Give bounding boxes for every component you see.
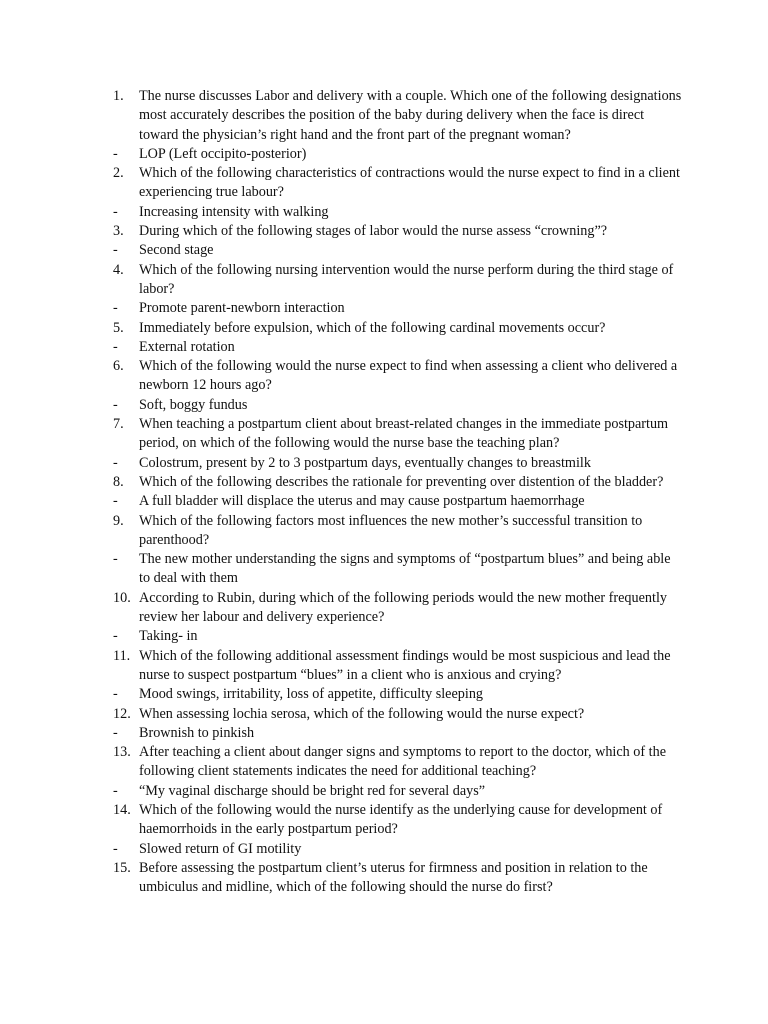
answer-text: Mood swings, irritability, loss of appetite, difficulty sleeping xyxy=(139,686,484,703)
question-text: Which of the following nursing intervention would the nurse perform during the third stage of labor? xyxy=(139,261,674,297)
question-item xyxy=(113,415,685,454)
answer-text: Colostrum, present by 2 to 3 postpartum days, eventually changes to breastmilk xyxy=(139,454,591,471)
question-text: Which of the following would the nurse expect to find when assessing a client who delivered a newborn 12 hours ago? xyxy=(139,358,678,394)
answer-text: Slowed return of GI motility xyxy=(139,840,302,857)
question-text: Before assessing the postpartum client’s uterus for firmness and position in relation to the umbiculus and midline, which of the following should the nurse do first? xyxy=(139,859,648,896)
answer-marker: - xyxy=(113,782,118,799)
answer-marker: - xyxy=(113,454,118,471)
question-text: When teaching a postpartum client about breast-related changes in the immediate postpartum period, on which of the following would the nurse base the teaching plan? xyxy=(139,416,669,452)
answer-item xyxy=(113,299,685,318)
question-number: 3. xyxy=(113,223,124,240)
answer-text: The new mother understanding the signs and symptoms of “postpartum blues” and being able to deal with them xyxy=(139,551,671,587)
question-text: Which of the following characteristics of contractions would the nurse expect to find in a client experiencing true labour? xyxy=(139,165,680,201)
answer-item xyxy=(113,492,685,511)
question-number: 5. xyxy=(113,319,124,336)
answer-item xyxy=(113,685,685,704)
answer-text: “My vaginal discharge should be bright red for several days” xyxy=(139,782,486,799)
answer-text: External rotation xyxy=(139,338,235,355)
answer-marker: - xyxy=(113,396,118,413)
answer-text: Second stage xyxy=(139,242,214,259)
answer-item xyxy=(113,396,685,415)
answer-marker: - xyxy=(113,242,118,259)
question-number: 9. xyxy=(113,512,124,529)
question-item xyxy=(113,512,685,551)
answer-item xyxy=(113,724,685,743)
question-text: After teaching a client about danger signs and symptoms to report to the doctor, which of the following client statements indicates the need for additional teaching? xyxy=(139,744,666,780)
question-text: During which of the following stages of labor would the nurse assess “crowning”? xyxy=(139,223,608,240)
question-text: When assessing lochia serosa, which of the following would the nurse expect? xyxy=(139,705,585,722)
question-item xyxy=(113,743,685,782)
question-text: According to Rubin, during which of the following periods would the new mother frequently review her labour and delivery experience? xyxy=(139,589,667,626)
answer-text: Brownish to pinkish xyxy=(139,724,255,741)
answer-text: A full bladder will displace the uterus and may cause postpartum haemorrhage xyxy=(139,493,585,510)
question-item xyxy=(113,705,685,724)
question-number: 11. xyxy=(113,647,131,664)
question-item xyxy=(113,859,685,898)
answer-item xyxy=(113,782,685,801)
question-item xyxy=(113,87,685,145)
question-number: 6. xyxy=(113,358,124,375)
answer-marker: - xyxy=(113,145,118,162)
question-number: 14. xyxy=(113,801,131,818)
question-text: Immediately before expulsion, which of the following cardinal movements occur? xyxy=(139,319,606,336)
answer-item xyxy=(113,627,685,646)
answer-marker: - xyxy=(113,203,118,220)
answer-item xyxy=(113,454,685,473)
question-text: Which of the following would the nurse identify as the underlying cause for development of haemorrhoids in the early postpartum period? xyxy=(139,801,663,838)
answer-marker: - xyxy=(113,840,118,857)
question-item xyxy=(113,357,685,396)
answer-marker: - xyxy=(113,493,118,510)
answer-item xyxy=(113,241,685,260)
question-item xyxy=(113,164,685,203)
answer-marker: - xyxy=(113,551,118,568)
answer-item xyxy=(113,550,685,589)
question-number: 1. xyxy=(113,88,124,104)
question-item xyxy=(113,319,685,338)
answer-text: Soft, boggy fundus xyxy=(139,396,248,413)
question-number: 4. xyxy=(113,261,124,278)
question-text: Which of the following factors most influences the new mother’s successful transition to parenthood? xyxy=(139,512,643,548)
question-number: 12. xyxy=(113,705,131,722)
answer-marker: - xyxy=(113,300,118,317)
answer-item xyxy=(113,203,685,222)
question-number: 13. xyxy=(113,744,131,761)
question-number: 8. xyxy=(113,473,124,490)
question-text: The nurse discusses Labor and delivery with a couple. Which one of the following designations most accurately describes the position of the baby during delivery when the face is direct toward the physician’s right hand and the front part of the pregnant woman? xyxy=(139,88,682,143)
answer-item xyxy=(113,145,685,164)
question-item xyxy=(113,473,685,492)
question-text: Which of the following describes the rationale for preventing over distention of the bladder? xyxy=(139,473,664,490)
answer-marker: - xyxy=(113,338,118,355)
question-number: 2. xyxy=(113,165,124,182)
question-item xyxy=(113,647,685,686)
answer-marker: - xyxy=(113,724,118,741)
question-text: Which of the following additional assessment findings would be most suspicious and lead the nurse to suspect postpartum “blues” in a client who is anxious and crying? xyxy=(139,647,671,683)
answer-marker: - xyxy=(113,686,118,703)
question-number: 10. xyxy=(113,589,131,606)
question-item xyxy=(113,589,685,628)
answer-text: Promote parent-newborn interaction xyxy=(139,300,345,317)
answer-text: Taking- in xyxy=(139,628,198,645)
question-item xyxy=(113,222,685,241)
question-answer-list xyxy=(113,87,685,897)
answer-item xyxy=(113,840,685,859)
question-number: 15. xyxy=(113,859,131,876)
answer-text: LOP (Left occipito-posterior) xyxy=(139,145,307,162)
question-item xyxy=(113,801,685,840)
answer-item xyxy=(113,338,685,357)
question-item xyxy=(113,261,685,300)
question-number: 7. xyxy=(113,416,124,433)
answer-marker: - xyxy=(113,628,118,645)
answer-text: Increasing intensity with walking xyxy=(139,203,329,220)
